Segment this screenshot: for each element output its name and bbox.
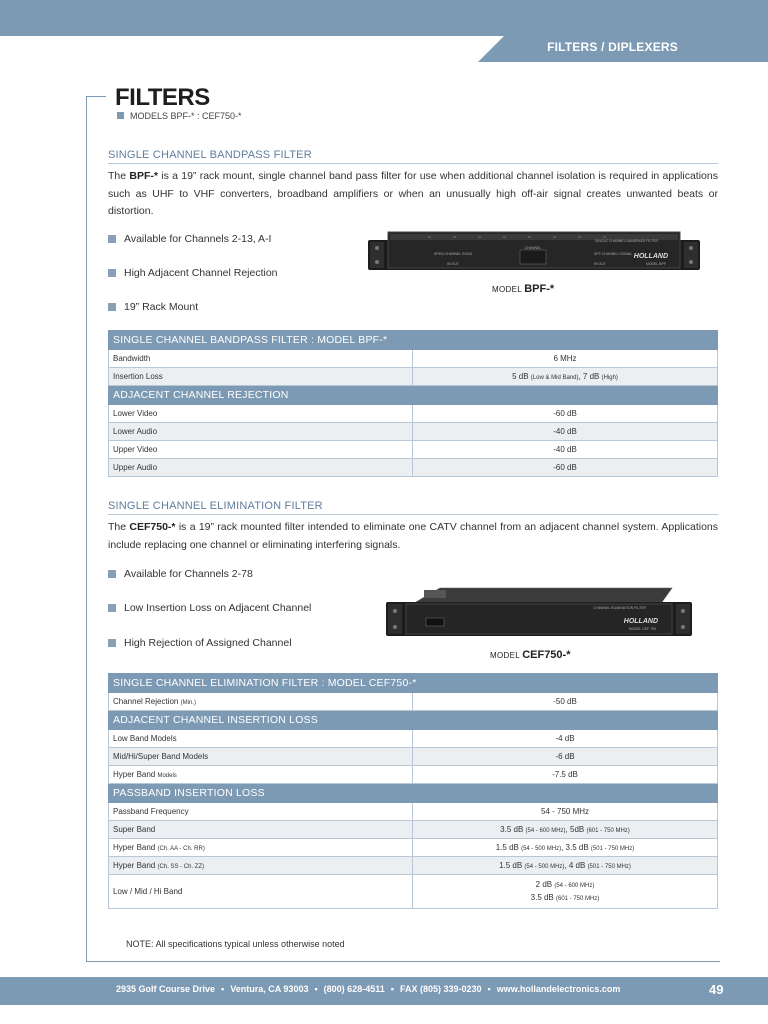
footer-city: Ventura, CA 93003 [230, 984, 309, 994]
footnote: NOTE: All specifications typical unless otherwise noted [126, 939, 345, 949]
models-line [117, 111, 242, 121]
model-caption-value: CEF750-* [522, 649, 571, 661]
bpf-spec-table [108, 330, 718, 477]
square-bullet-icon [108, 570, 116, 578]
row-value: 54 - 750 MHz [413, 803, 718, 821]
row-value [413, 857, 718, 875]
footer-phone: (800) 628-4511 [323, 984, 385, 994]
bpf-device-model: MODEL BPF [645, 262, 666, 266]
row-label: Lower Video [109, 405, 413, 423]
table-subtitle: PASSBAND INSERTION LOSS [109, 784, 718, 803]
value-part: , 7 dB [578, 372, 602, 381]
value-note: (High) [601, 375, 618, 381]
value-part: , 4 dB [564, 861, 588, 870]
value-note: (501 - 750 MHz) [590, 846, 635, 852]
bpf-device-sub-left: IN OUT [447, 262, 459, 266]
separator-icon: ▪ [390, 984, 394, 994]
footer-website[interactable]: www.hollandelectronics.com [496, 984, 621, 994]
table-row [109, 875, 718, 909]
header-white-strip [0, 36, 478, 62]
value-note: (Low & Mid Band) [530, 375, 579, 381]
separator-icon: ▪ [314, 984, 318, 994]
section-label: FILTERS / DIPLEXERS [547, 40, 678, 54]
model-caption-value: BPF-* [524, 283, 555, 295]
table-row [109, 405, 718, 423]
row-value: -60 dB [413, 459, 718, 477]
table-row [109, 748, 718, 766]
table-row [109, 459, 718, 477]
table-title: SINGLE CHANNEL ELIMINATION FILTER : MODEL CEF750-* [109, 674, 718, 693]
bullet-text: High Rejection of Assigned Channel [124, 637, 292, 649]
bpf-intro [108, 168, 718, 221]
row-value: -4 dB [413, 730, 718, 748]
bullet-text: Low Insertion Loss on Adjacent Channel [124, 602, 312, 614]
cef-intro-pre: The [108, 521, 130, 533]
row-label [109, 857, 413, 875]
cef-intro-model: CEF750-* [129, 521, 176, 533]
table-row [109, 441, 718, 459]
square-bullet-icon [108, 604, 116, 612]
model-caption-label: MODEL [490, 651, 520, 660]
label-note: (Min.) [180, 700, 196, 706]
table-row [109, 423, 718, 441]
label-note: (Ch. AA - Ch. RR) [157, 846, 205, 852]
bpf-intro-pre: The [108, 170, 130, 182]
frame-bottom-rule [86, 961, 720, 962]
table-row [109, 350, 718, 368]
square-bullet-icon [108, 639, 116, 647]
row-value [413, 875, 718, 909]
separator-icon: ▪ [221, 984, 225, 994]
page-number: 49 [709, 982, 724, 997]
table-row [109, 368, 718, 386]
footer-fax: FAX (805) 339-0230 [399, 984, 482, 994]
bpf-intro-model: BPF-* [129, 170, 158, 182]
row-value [413, 368, 718, 386]
header-notch [478, 36, 504, 62]
table-row [109, 857, 718, 875]
separator-icon: ▪ [487, 984, 491, 994]
page-title: FILTERS [115, 84, 210, 111]
table-subtitle: ADJACENT CHANNEL INSERTION LOSS [109, 711, 718, 730]
cef-heading: SINGLE CHANNEL ELIMINATION FILTER [108, 500, 323, 512]
row-value: -40 dB [413, 441, 718, 459]
value-part: , 5dB [565, 825, 587, 834]
value-part: 3.5 dB [530, 892, 556, 902]
table-row [109, 693, 718, 711]
frame-left-rule [86, 96, 87, 962]
row-label [109, 766, 413, 784]
square-bullet-icon [108, 235, 116, 243]
row-value: -40 dB [413, 423, 718, 441]
bullet-text: Available for Channels 2-13, A-I [124, 233, 272, 245]
value-note: (501 - 750 MHz) [587, 864, 631, 870]
value-note: (601 - 750 MHz) [556, 895, 600, 902]
row-label: Mid/Hi/Super Band Models [109, 748, 413, 766]
row-label: Passband Frequency [109, 803, 413, 821]
row-label [109, 693, 413, 711]
value-part: 5 dB [512, 372, 531, 381]
row-value: -50 dB [413, 693, 718, 711]
table-header-row [109, 331, 718, 350]
footer-contact [116, 984, 620, 994]
table-subheader-row [109, 784, 718, 803]
value-part: 1.5 dB [499, 861, 525, 870]
models-text: MODELS BPF-* : CEF750-* [130, 111, 242, 121]
bpf-bullet-1 [108, 233, 271, 245]
cef-device-label: CHANNEL ELIMINATION FILTER [593, 606, 646, 610]
row-label: Super Band [109, 821, 413, 839]
bullet-text: 19” Rack Mount [124, 301, 199, 313]
row-label: Lower Audio [109, 423, 413, 441]
row-label: Insertion Loss [109, 368, 413, 386]
bpf-device-brand: HOLLAND [633, 253, 668, 260]
bpf-device-right: OFF-CHANNEL SIGNAL [593, 252, 633, 256]
bpf-intro-post: is a 19” rack mount, single channel band pass filter for use when additional channel isolation is required in applications such as UHF to VHF converters, broadband amplifiers or when an unusually high off-air signal creates unwanted beats or distortion. [108, 170, 718, 217]
table-row [109, 730, 718, 748]
row-label: Upper Video [109, 441, 413, 459]
label-note: (Ch. SS - Ch. ZZ) [157, 864, 205, 870]
bpf-device-channel: CHANNEL [524, 246, 542, 250]
row-label [109, 839, 413, 857]
value-note: (54 - 600 MHz) [525, 828, 566, 834]
value-note: (54 - 500 MHz) [521, 846, 562, 852]
table-row [109, 766, 718, 784]
row-value: 6 MHz [413, 350, 718, 368]
bpf-bullet-3 [108, 301, 198, 313]
row-value: -6 dB [413, 748, 718, 766]
square-bullet-icon [108, 303, 116, 311]
value-part: 3.5 dB [500, 825, 526, 834]
cef-bullet-1 [108, 568, 253, 580]
label-part: Hyper Band [113, 843, 158, 852]
value-part: 1.5 dB [495, 843, 522, 852]
row-value [413, 821, 718, 839]
cef-bullet-2 [108, 602, 311, 614]
cef-spec-table [108, 673, 718, 909]
cef-device-brand: HOLLAND [623, 618, 658, 625]
table-subheader-row [109, 386, 718, 405]
bpf-device-label: SINGLE CHANNEL BANDPASS FILTER [595, 239, 658, 243]
table-subtitle: ADJACENT CHANNEL REJECTION [109, 386, 718, 405]
cef-intro [108, 519, 718, 554]
bullet-text: Available for Channels 2-78 [124, 568, 253, 580]
bpf-bullet-2 [108, 267, 278, 279]
table-row [109, 803, 718, 821]
label-part: Hyper Band [113, 861, 158, 870]
table-row [109, 821, 718, 839]
bullet-text: High Adjacent Channel Rejection [124, 267, 278, 279]
label-note: Models [157, 773, 177, 779]
square-bullet-icon [117, 112, 124, 119]
cef-device-model: MODEL CEF 750 [628, 627, 656, 631]
footer-address: 2935 Golf Course Drive [116, 984, 216, 994]
bpf-device-sub-right: IN OUT [594, 262, 606, 266]
cef-product-image [386, 584, 692, 640]
value-note: (54 - 500 MHz) [524, 864, 565, 870]
label-part: Hyper Band [113, 770, 158, 779]
value-part: 2 dB [535, 879, 555, 889]
cef-heading-rule [108, 514, 718, 515]
cef-model-caption [490, 649, 570, 661]
square-bullet-icon [108, 269, 116, 277]
model-caption-label: MODEL [492, 285, 522, 294]
value-note: (54 - 600 MHz) [554, 882, 595, 889]
row-value: -60 dB [413, 405, 718, 423]
bpf-device-left: OPEN CHANNEL ROAD [433, 252, 473, 256]
bpf-heading-rule [108, 163, 718, 164]
row-label: Upper Audio [109, 459, 413, 477]
table-subheader-row [109, 711, 718, 730]
bpf-heading: SINGLE CHANNEL BANDPASS FILTER [108, 149, 312, 161]
table-title: SINGLE CHANNEL BANDPASS FILTER : MODEL BPF-* [109, 331, 718, 350]
value-part: , 3.5 dB [561, 843, 591, 852]
value-note: (601 - 750 MHz) [586, 828, 630, 834]
cef-intro-post: is a 19” rack mounted filter intended to eliminate one CATV channel from an adjacent channel system. Applications include replacing one channel or eliminating interfering signals. [108, 521, 718, 551]
row-value [413, 839, 718, 857]
label-part: Channel Rejection [113, 697, 181, 706]
table-header-row [109, 674, 718, 693]
row-label: Low / Mid / Hi Band [109, 875, 413, 909]
row-value: -7.5 dB [413, 766, 718, 784]
row-label: Low Band Models [109, 730, 413, 748]
table-row [109, 839, 718, 857]
cef-bullet-3 [108, 637, 292, 649]
frame-top-tick [86, 96, 106, 97]
row-label: Bandwidth [109, 350, 413, 368]
bpf-product-image [368, 228, 700, 276]
bpf-model-caption [492, 283, 554, 295]
